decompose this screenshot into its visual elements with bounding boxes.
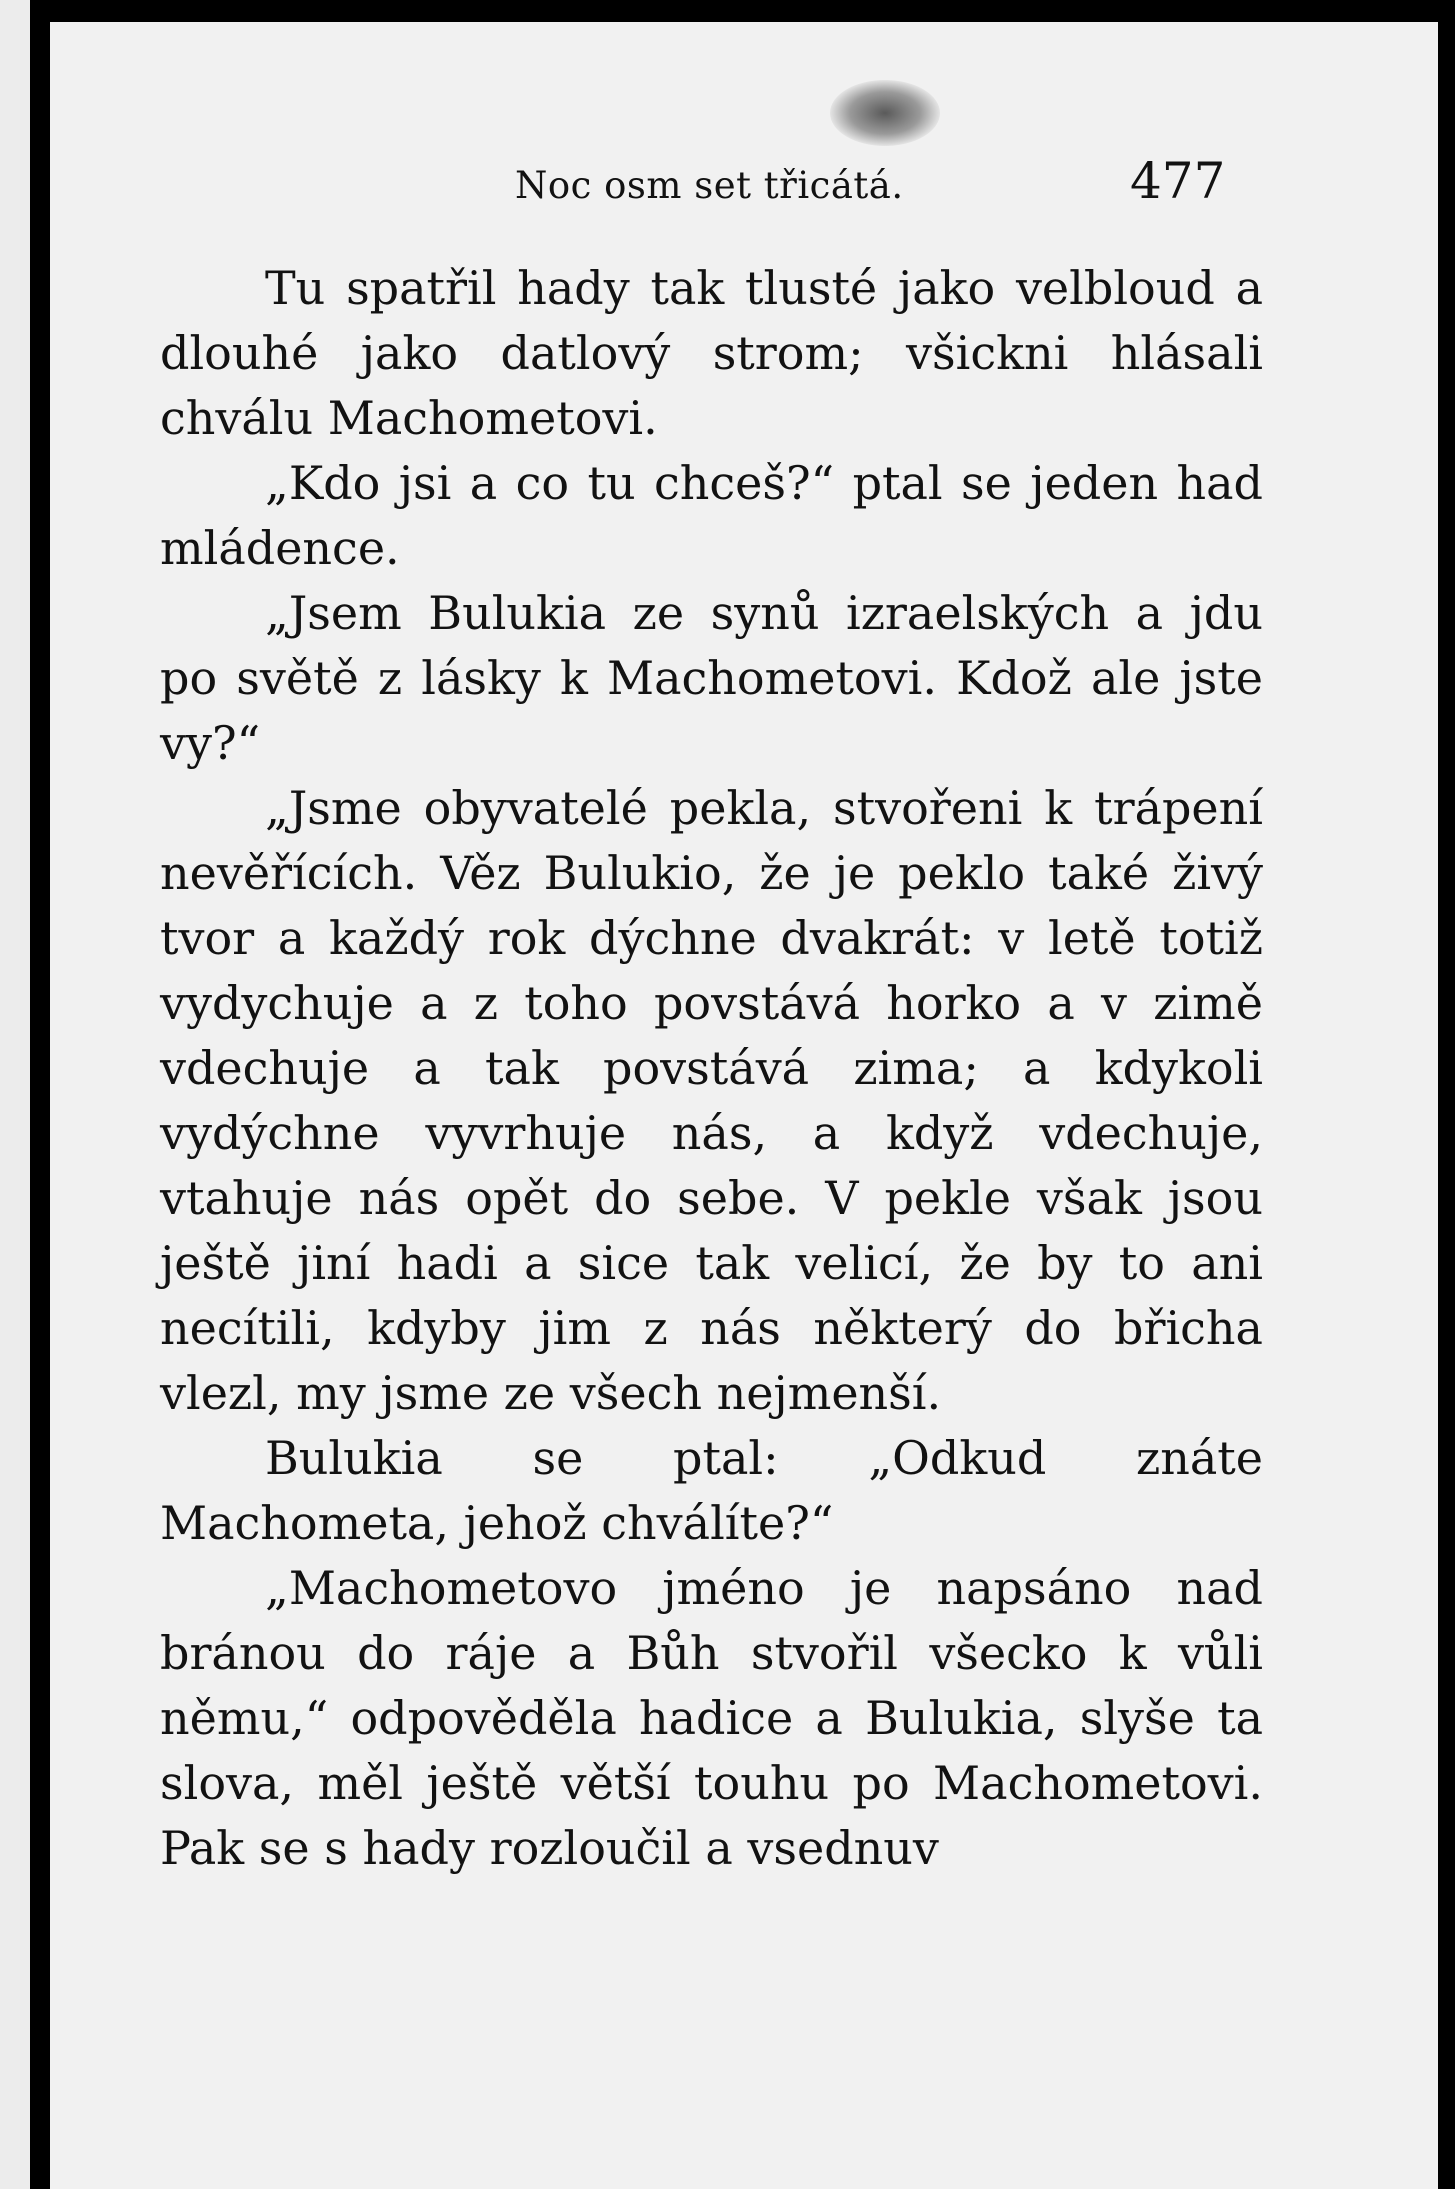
book-page <box>50 22 1438 2189</box>
ink-smudge <box>830 80 940 146</box>
paragraph: „Machometovo jméno je napsáno nad bránou do ráje a Bůh stvořil všecko k vůli němu,“ odpověděla hadice a Bulukia, slyše ta slova, měl ještě větší touhu po Machometovi. Pak se s hady rozloučil a vsednuv <box>160 1561 1263 1875</box>
adjacent-page-edge <box>0 0 30 2189</box>
paragraph: Tu spatřil hady tak tlusté jako velbloud a dlouhé jako datlový strom; všickni hlásali chválu Machometovi. <box>160 261 1263 445</box>
paragraph: „Jsem Bulukia ze synů izraelských a jdu po světě z lásky k Machometovi. Kdož ale jste vy?“ <box>160 586 1263 770</box>
page-body <box>160 256 1263 1881</box>
running-head: Noc osm set třicátá. <box>515 164 904 207</box>
paragraph: „Jsme obyvatelé pekla, stvořeni k trápení nevěřících. Věz Bulukio, že je peklo také živý tvor a každý rok dýchne dvakrát: v letě totiž vydychuje a z toho povstává horko a v zimě vdechuje a tak povstává zima; a kdykoli vydýchne vyvrhuje nás, a když vdechuje, vtahuje nás opět do sebe. V pekle však jsou ještě jiní hadi a sice tak velicí, že by to ani necítili, kdyby jim z nás některý do břicha vlezl, my jsme ze všech nejmenší. <box>160 781 1263 1420</box>
paragraph: „Kdo jsi a co tu chceš?“ ptal se jeden had mládence. <box>160 456 1263 575</box>
paragraph: Bulukia se ptal: „Odkud znáte Machometa, jehož chválíte?“ <box>160 1431 1263 1550</box>
page-number: 477 <box>1130 152 1226 210</box>
page-header <box>50 152 1438 212</box>
